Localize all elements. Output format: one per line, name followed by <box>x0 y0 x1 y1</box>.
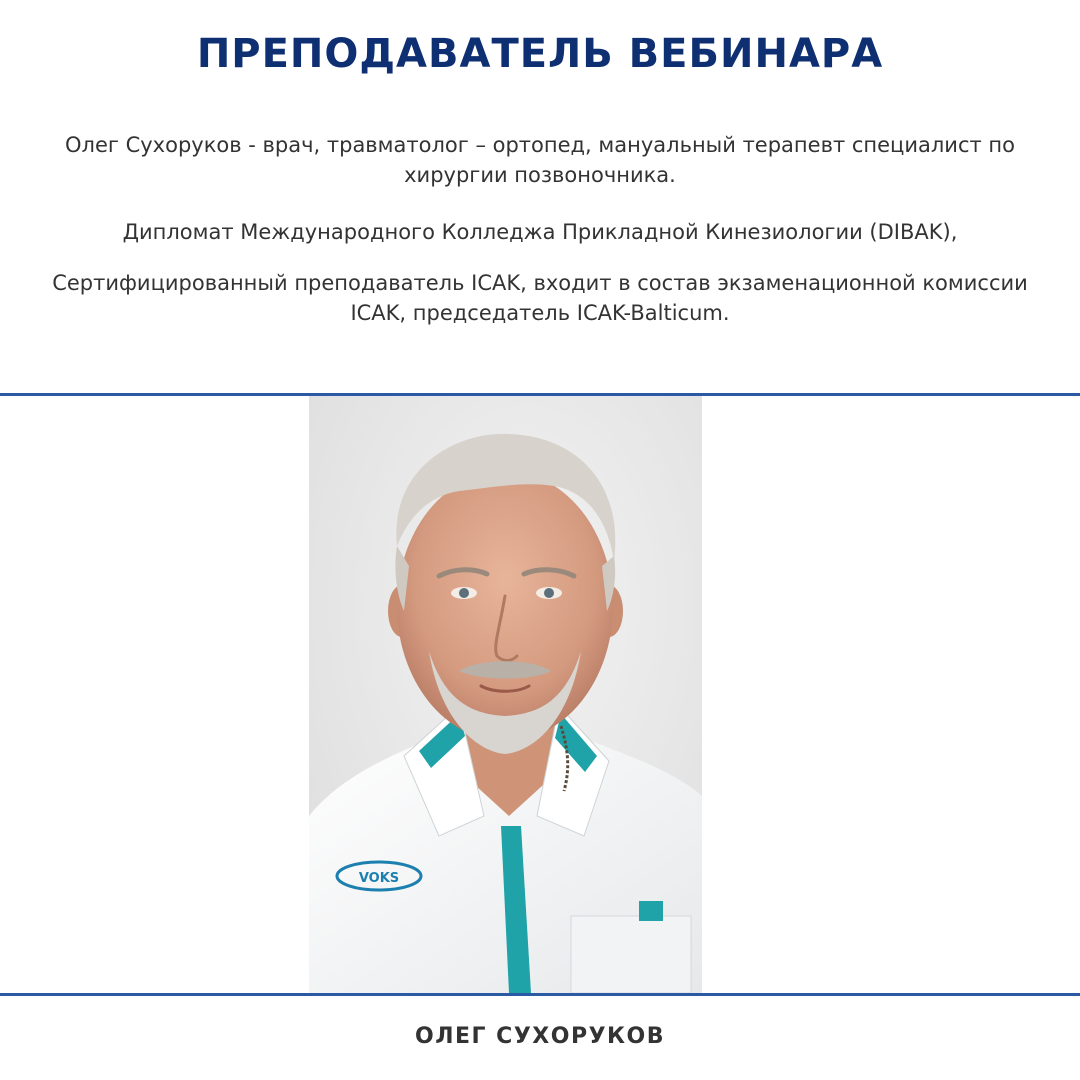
bio-paragraph-1 <box>0 130 1080 190</box>
bio-paragraph-2-line-1: Дипломат Международного Колледжа Прикладной Кинезиологии (DIBAK), <box>122 220 958 244</box>
bio-paragraph-3-line-1: Сертифицированный преподаватель ICAK, входит в состав экзаменационной комиссии <box>52 271 1028 295</box>
bottom-divider <box>0 993 1080 996</box>
shirt-logo-text: VOKS <box>358 871 400 886</box>
instructor-name: ОЛЕГ СУХОРУКОВ <box>415 1024 665 1049</box>
bio-paragraph-3-line-2: ICAK, председатель ICAK-Balticum. <box>350 301 730 325</box>
bio-paragraph-1-line-2: хирургии позвоночника. <box>404 163 676 187</box>
bio-paragraph-1-line-1: Олег Сухоруков - врач, травматолог – ортопед, мануальный терапевт специалист по <box>65 133 1015 157</box>
instructor-photo <box>309 396 702 993</box>
bio-paragraph-2 <box>0 217 1080 247</box>
bio-paragraph-3 <box>0 268 1080 328</box>
section-title: ПРЕПОДАВАТЕЛЬ ВЕБИНАРА <box>196 31 884 77</box>
